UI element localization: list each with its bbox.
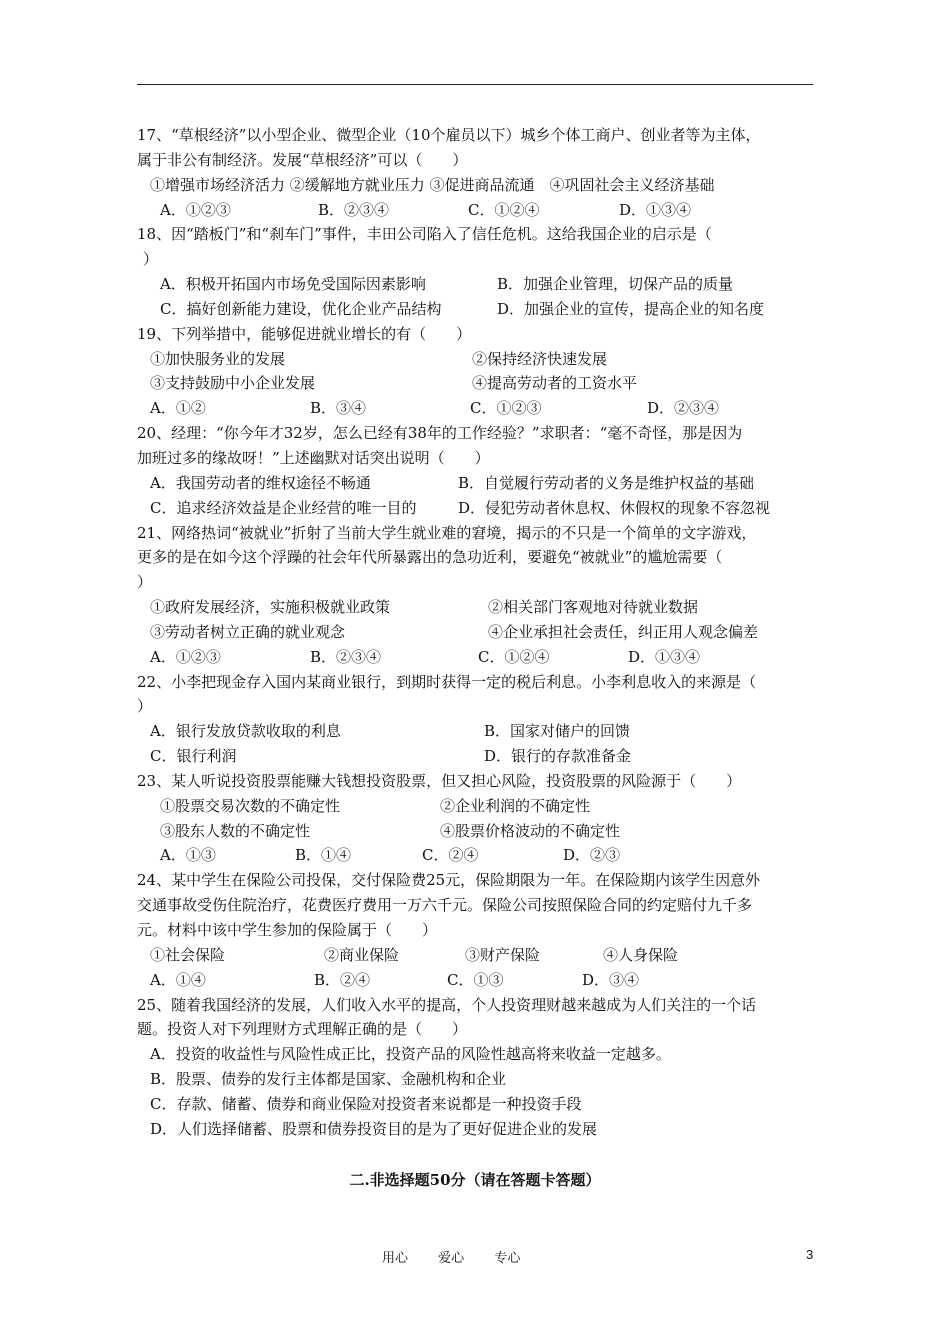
q21-option-b: B．②③④: [310, 647, 382, 666]
q23-option-d: D．②③: [563, 846, 621, 865]
q17-items: ①增强市场经济活力 ②缓解地方就业压力 ③促进商品流通 ④巩固社会主义经济基础: [150, 175, 715, 194]
q24-items: [137, 943, 817, 968]
q23-stem-line-1: 23、某人听说投资股票能赚大钱想投资股票，但又担心风险，投资股票的风险源于（ ）: [137, 771, 742, 790]
q24-item-4: ④人身保险: [603, 945, 679, 964]
q21-option-d: D．①③④: [628, 647, 701, 666]
q23-item-4: ④股票价格波动的不确定性: [440, 821, 621, 840]
q21-option-a: A．①②③: [150, 647, 221, 666]
q18-stem-line-2: ）: [143, 250, 159, 269]
q23-item-3: ③股东人数的不确定性: [160, 821, 311, 840]
q20-option-c: C．追求经济效益是企业经营的唯一目的: [150, 498, 417, 517]
q19-option-d: D．②③④: [647, 399, 720, 418]
footer-words: [382, 1247, 546, 1266]
q24-option-d: D．③④: [582, 970, 640, 989]
page-number: 3: [806, 1247, 814, 1262]
q18-option-a: A．积极开拓国内市场免受国际因素影响: [160, 275, 426, 294]
q23-option-b: B．①④: [295, 846, 352, 865]
q25-stem-line-2: 题。投资人对下列理财方式理解正确的是（ ）: [137, 1020, 468, 1039]
q19-option-c: C．①②③: [470, 399, 542, 418]
q19-item-2: ②保持经济快速发展: [472, 349, 608, 368]
q24-stem-line-1: 24、某中学生在保险公司投保，交付保险费25元，保险期限为一年。在保险期内该学生因意外: [137, 871, 761, 890]
q22-option-c: C．银行利润: [150, 747, 237, 766]
q21-item-3: ③劳动者树立正确的就业观念: [150, 622, 346, 641]
q20-stem-line-1: 20、经理：“你今年才32岁，怎么已经有38年的工作经验？”求职者：“毫不奇怪，那是因为: [137, 424, 743, 443]
q23-option-c: C．②④: [422, 846, 479, 865]
q21-options: [137, 645, 817, 670]
footer-word: 用心: [382, 1251, 409, 1266]
q23-option-a: A．①③: [160, 846, 216, 865]
q21-items-row-2: [137, 620, 817, 645]
q21-items-row-1: [137, 595, 817, 620]
q22-stem-line-1: 22、小李把现金存入国内某商业银行，到期时获得一定的税后利息。小李利息收入的来源是（: [137, 672, 757, 691]
q23-items-row-2: [137, 819, 817, 844]
q24-options: [137, 968, 817, 993]
q17-option-d: D．①③④: [619, 200, 692, 219]
q24-option-c: C．①③: [447, 970, 504, 989]
q22-option-d: D．银行的存款准备金: [484, 747, 632, 766]
q19-option-b: B．③④: [310, 399, 367, 418]
q22-stem-line-2: ）: [137, 697, 153, 716]
q17-options: [137, 198, 817, 223]
q22-option-a: A．银行发放贷款收取的利息: [150, 722, 341, 741]
q21-stem-line-1: 21、网络热词“被就业”折射了当前大学生就业难的窘境，揭示的不只是一个简单的文字游戏，: [137, 523, 757, 542]
q21-item-2: ②相关部门客观地对待就业数据: [488, 598, 699, 617]
q18-options-row-2: [137, 297, 817, 322]
q24-option-a: A．①④: [150, 970, 206, 989]
q25-stem-line-1: 25、随着我国经济的发展，人们收入水平的提高，个人投资理财越来越成为人们关注的一个话: [137, 995, 757, 1014]
q21-item-1: ①政府发展经济，实施积极就业政策: [150, 598, 391, 617]
q17-option-c: C．①②④: [468, 200, 540, 219]
q22-options-row-1: [137, 719, 817, 744]
q25-option-a: A．投资的收益性与风险性成正比，投资产品的风险性越高将来收益一定越多。: [150, 1045, 671, 1064]
q18-option-b: B．加强企业管理，切保产品的质量: [497, 275, 734, 294]
q17-option-b: B．②③④: [318, 200, 390, 219]
q21-stem-line-3: ）: [137, 573, 153, 592]
footer-word: 专心: [494, 1251, 521, 1266]
q20-options-row-2: [137, 496, 817, 521]
q24-item-2: ②商业保险: [324, 945, 400, 964]
q18-options-row-1: [137, 272, 817, 297]
q19-item-3: ③支持鼓励中小企业发展: [150, 374, 316, 393]
q19-option-a: A．①②: [150, 399, 206, 418]
q24-option-b: B．②④: [314, 970, 371, 989]
q20-option-b: B．自觉履行劳动者的义务是维护权益的基础: [458, 473, 755, 492]
q23-item-1: ①股票交易次数的不确定性: [160, 796, 341, 815]
q23-item-2: ②企业利润的不确定性: [440, 796, 591, 815]
q19-item-1: ①加快服务业的发展: [150, 349, 286, 368]
q20-options-row-1: [137, 471, 817, 496]
q24-item-1: ①社会保险: [150, 945, 226, 964]
question-list: [137, 123, 817, 1142]
q22-option-b: B．国家对储户的回馈: [484, 722, 631, 741]
q21-stem-line-2: 更多的是在如今这个浮躁的社会年代所暴露出的急功近利，要避免“被就业”的尴尬需要（: [137, 548, 723, 567]
q25-option-c: C．存款、储蓄、债券和商业保险对投资者来说都是一种投资手段: [150, 1094, 582, 1113]
section-title: 二.非选择题50分（请在答题卡答题）: [349, 1171, 601, 1189]
q23-options: [137, 843, 817, 868]
q24-stem-line-2: 交通事故受伤住院治疗，花费医疗费用一万六千元。保险公司按照保险合同的约定赔付九千多: [137, 896, 753, 915]
q18-option-c: C．搞好创新能力建设，优化企业产品结构: [160, 299, 442, 318]
q18-option-d: D．加强企业的宣传，提高企业的知名度: [497, 299, 765, 318]
q25-option-d: D．人们选择储蓄、股票和债券投资目的是为了更好促进企业的发展: [150, 1119, 598, 1138]
q23-items-row-1: [137, 794, 817, 819]
q21-item-4: ④企业承担社会责任，纠正用人观念偏差: [488, 622, 759, 641]
q22-options-row-2: [137, 744, 817, 769]
q19-items-row-1: [137, 347, 817, 372]
q20-option-a: A．我国劳动者的维权途径不畅通: [150, 473, 371, 492]
q17-stem-line-1: 17、“草根经济”以小型企业、微型企业（10个雇员以下）城乡个体工商户、创业者等为主体，: [137, 126, 761, 144]
q20-stem-line-2: 加班过多的缘故呀！”上述幽默对话突出说明（ ）: [137, 448, 490, 467]
q19-items-row-2: [137, 371, 817, 396]
q21-option-c: C．①②④: [478, 647, 550, 666]
footer-word: 爱心: [438, 1251, 465, 1266]
q25-option-b: B．股票、债券的发行主体都是国家、金融机构和企业: [150, 1070, 507, 1089]
q19-stem-line-1: 19、下列举措中，能够促进就业增长的有（ ）: [137, 324, 472, 343]
q24-item-3: ③财产保险: [465, 945, 541, 964]
q19-options: [137, 396, 817, 421]
q20-option-d: D．侵犯劳动者休息权、休假权的现象不容忽视: [458, 498, 771, 517]
q19-item-4: ④提高劳动者的工资水平: [472, 374, 638, 393]
q24-stem-line-3: 元。材料中该中学生参加的保险属于（ ）: [137, 921, 438, 939]
q18-stem-line-1: 18、因“踏板门”和“刹车门”事件，丰田公司陷入了信任危机。这给我国企业的启示是（: [137, 225, 712, 244]
q17-option-a: A．①②③: [160, 200, 231, 219]
header-rule: [137, 84, 813, 85]
q17-stem-line-2: 属于非公有制经济。发展“草根经济”可以（ ）: [137, 150, 468, 169]
